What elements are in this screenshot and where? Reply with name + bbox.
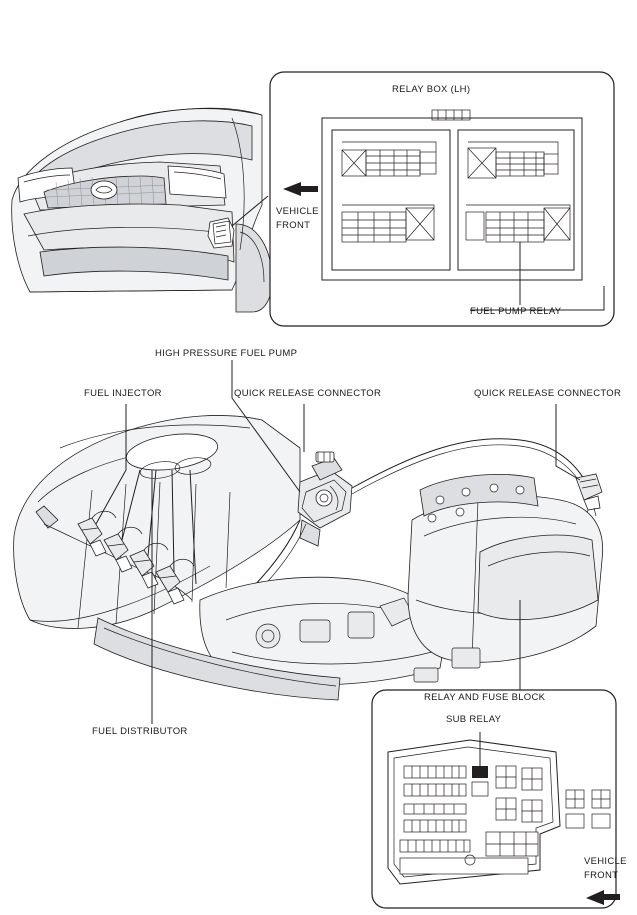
high-pressure-fuel-pump [298,452,352,546]
label-fuel-injector: FUEL INJECTOR [84,388,162,399]
sub-relay-part [472,766,488,778]
label-vehicle-front-top-line1: VEHICLE [276,206,319,217]
label-relay-box-lh: RELAY BOX (LH) [392,84,471,95]
label-fuel-pump-relay: FUEL PUMP RELAY [470,306,562,317]
engine-assembly-illustration [14,415,603,700]
label-sub-relay: SUB RELAY [446,714,502,725]
label-vehicle-front-top-line2: FRONT [276,220,311,231]
label-relay-and-fuse-block: RELAY AND FUSE BLOCK [424,692,546,703]
label-high-pressure-fuel-pump: HIGH PRESSURE FUEL PUMP [155,348,298,359]
label-quick-release-connector-left: QUICK RELEASE CONNECTOR [234,388,382,399]
label-vehicle-front-bottom-line1: VEHICLE [584,856,627,867]
label-fuel-distributor: FUEL DISTRIBUTOR [92,726,188,737]
relay-box-detail-frame [270,72,614,326]
relay-box-lh-on-vehicle [208,218,234,248]
vehicle-front-illustration [12,108,272,312]
label-quick-release-connector-right: QUICK RELEASE CONNECTOR [474,388,622,399]
label-vehicle-front-bottom-line2: FRONT [584,870,619,881]
